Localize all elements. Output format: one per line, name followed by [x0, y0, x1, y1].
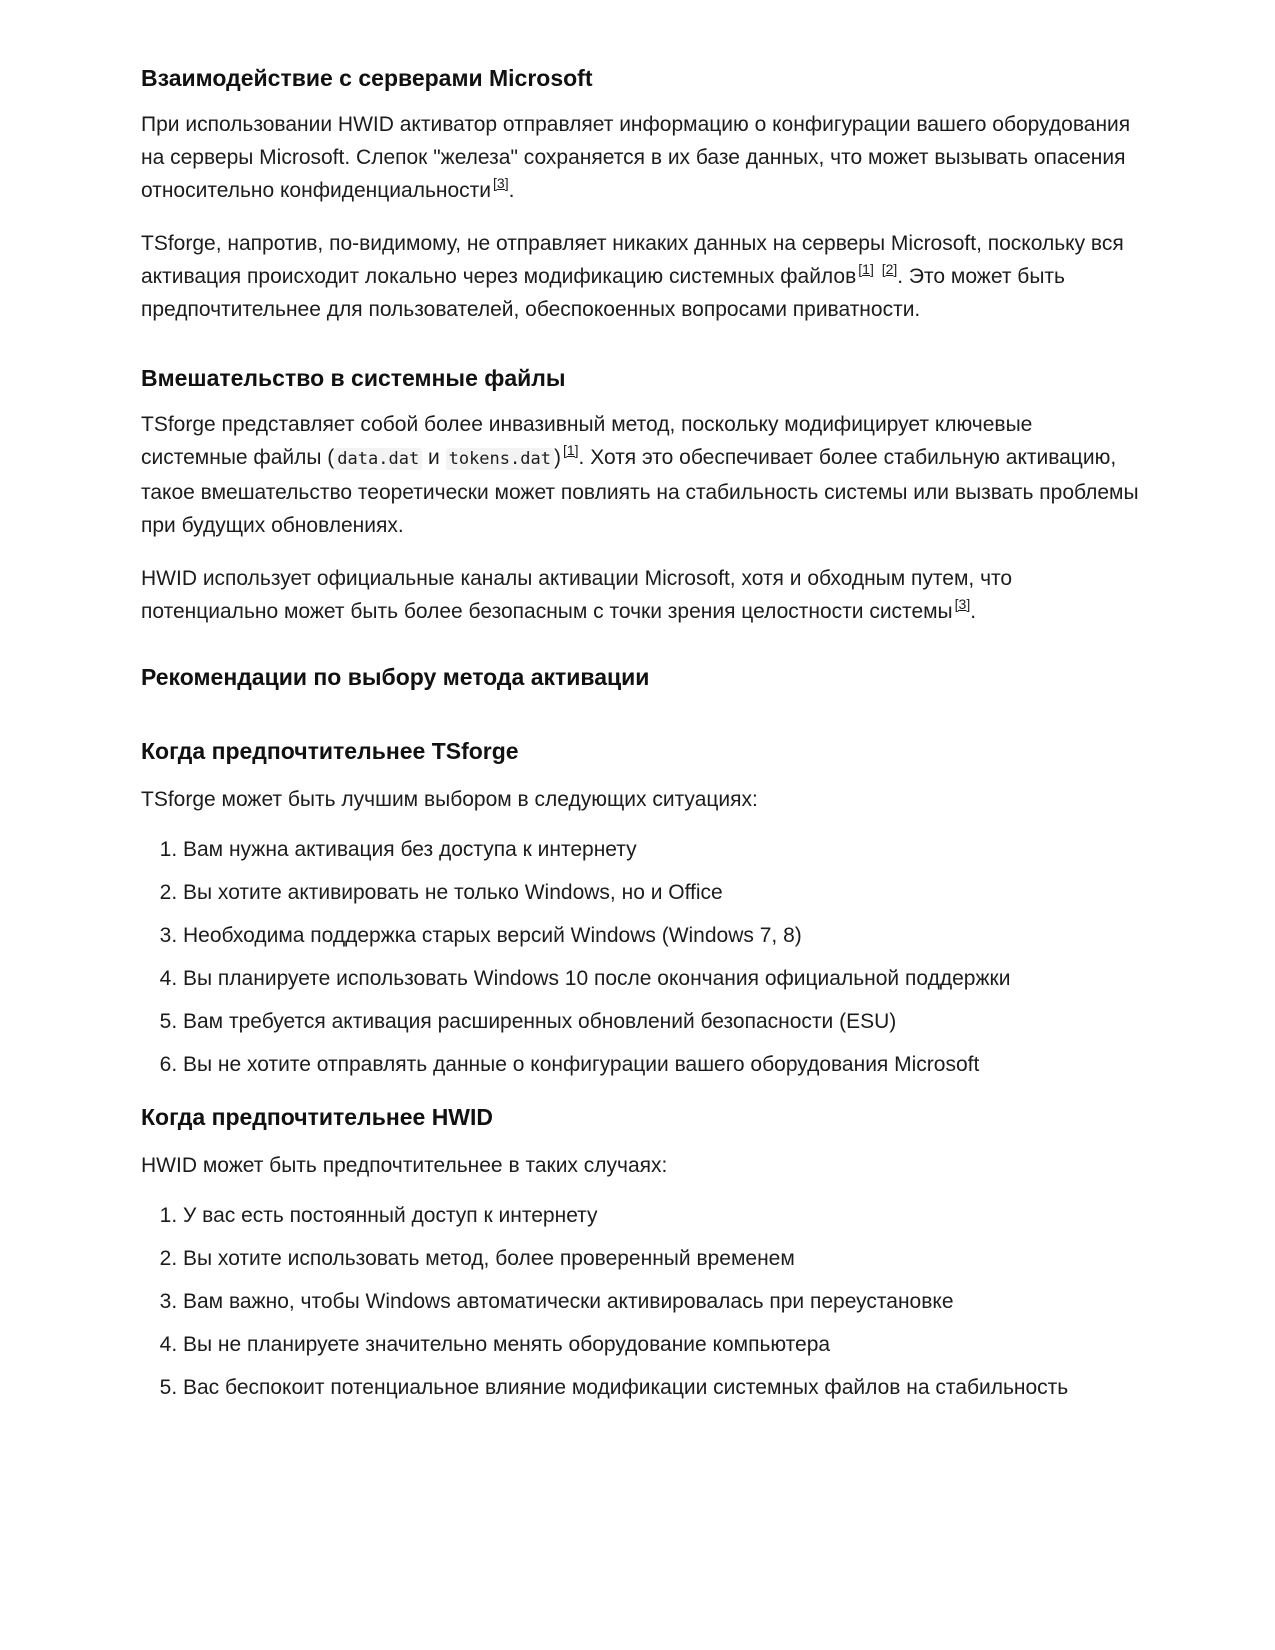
- paragraph-text: . Хотя это обеспечивает более стабильную активацию, такое вмешательство теоретически может повлиять на стабильность системы или вызвать проблемы при будущих обновлениях.: [141, 446, 1139, 537]
- paragraph-text: TSforge, напротив, по-видимому, не отправляет никаких данных на серверы Microsoft, поскольку вся активация происходит локально через модификацию системных файлов: [141, 232, 1124, 288]
- list-item: 4. Вы планируете использовать Windows 10 после окончания официальной поддержки: [183, 963, 1141, 994]
- paragraph-text: HWID использует официальные каналы активации Microsoft, хотя и обходным путем, что потенциально может быть более безопасным с точки зрения целостности системы: [141, 567, 1013, 623]
- section-heading-tsforge: Когда предпочтительнее TSforge: [141, 738, 519, 764]
- paragraph-text: . Это может быть предпочтительнее для пользователей, обеспокоенных вопросами приватности.: [141, 265, 1065, 321]
- section-heading-hwid: Когда предпочтительнее HWID: [141, 1104, 494, 1130]
- paragraph-tsforge-invasive: [141, 408, 1141, 542]
- document-page: [141, 62, 1141, 1403]
- citation-link[interactable]: [1]: [858, 260, 874, 277]
- tsforge-intro: TSforge может быть лучшим выбором в следующих ситуациях:: [141, 788, 758, 811]
- paragraph-text: и: [422, 446, 446, 469]
- citation-link[interactable]: [1]: [562, 441, 579, 458]
- list-item: 3. Необходима поддержка старых версий Windows (Windows 7, 8): [183, 920, 1141, 951]
- hwid-list: [141, 1200, 1141, 1403]
- section-heading-system-files: Вмешательство в системные файлы: [141, 365, 566, 391]
- list-item: 3. Вам важно, чтобы Windows автоматически активировалась при переустановке: [183, 1286, 1141, 1317]
- list-item: 5. Вас беспокоит потенциальное влияние модификации системных файлов на стабильность: [183, 1372, 1141, 1403]
- inline-code: data.dat: [334, 448, 422, 470]
- tsforge-list: [141, 834, 1141, 1080]
- section-heading-recommendations: Рекомендации по выбору метода активации: [141, 664, 650, 690]
- paragraph-hwid-official: [141, 562, 1141, 628]
- citation-link[interactable]: [3]: [954, 595, 971, 612]
- paragraph-tsforge-privacy: [141, 227, 1141, 326]
- list-item: 2. Вы хотите использовать метод, более проверенный временем: [183, 1243, 1141, 1274]
- list-item: 2. Вы хотите активировать не только Windows, но и Office: [183, 877, 1141, 908]
- list-item: 6. Вы не хотите отправлять данные о конфигурации вашего оборудования Microsoft: [183, 1049, 1141, 1080]
- inline-code: tokens.dat: [446, 448, 554, 470]
- list-item: 5. Вам требуется активация расширенных обновлений безопасности (ESU): [183, 1006, 1141, 1037]
- section-heading-microsoft: Взаимодействие с серверами Microsoft: [141, 65, 593, 91]
- paragraph-text: TSforge представляет собой более инвазивный метод, поскольку модифицирует ключевые системные файлы (: [141, 413, 1033, 469]
- paragraph-text: ): [553, 446, 561, 469]
- list-item: 1. У вас есть постоянный доступ к интернету: [183, 1200, 1141, 1231]
- paragraph-text: При использовании HWID активатор отправляет информацию о конфигурации вашего оборудования на серверы Microsoft. Слепок "железа" сохраняется в их базе данных, что может вызывать опасения относительно конфиденциальности: [141, 113, 1131, 202]
- citation-link[interactable]: [3]: [493, 174, 509, 191]
- paragraph-text: .: [970, 600, 977, 623]
- list-item: 1. Вам нужна активация без доступа к интернету: [183, 834, 1141, 865]
- hwid-intro: HWID может быть предпочтительнее в таких случаях:: [141, 1154, 668, 1177]
- paragraph-hwid-privacy: [141, 108, 1141, 207]
- list-item: 4. Вы не планируете значительно менять оборудование компьютера: [183, 1329, 1141, 1360]
- paragraph-text: .: [508, 179, 515, 202]
- citation-link[interactable]: [2]: [881, 260, 898, 277]
